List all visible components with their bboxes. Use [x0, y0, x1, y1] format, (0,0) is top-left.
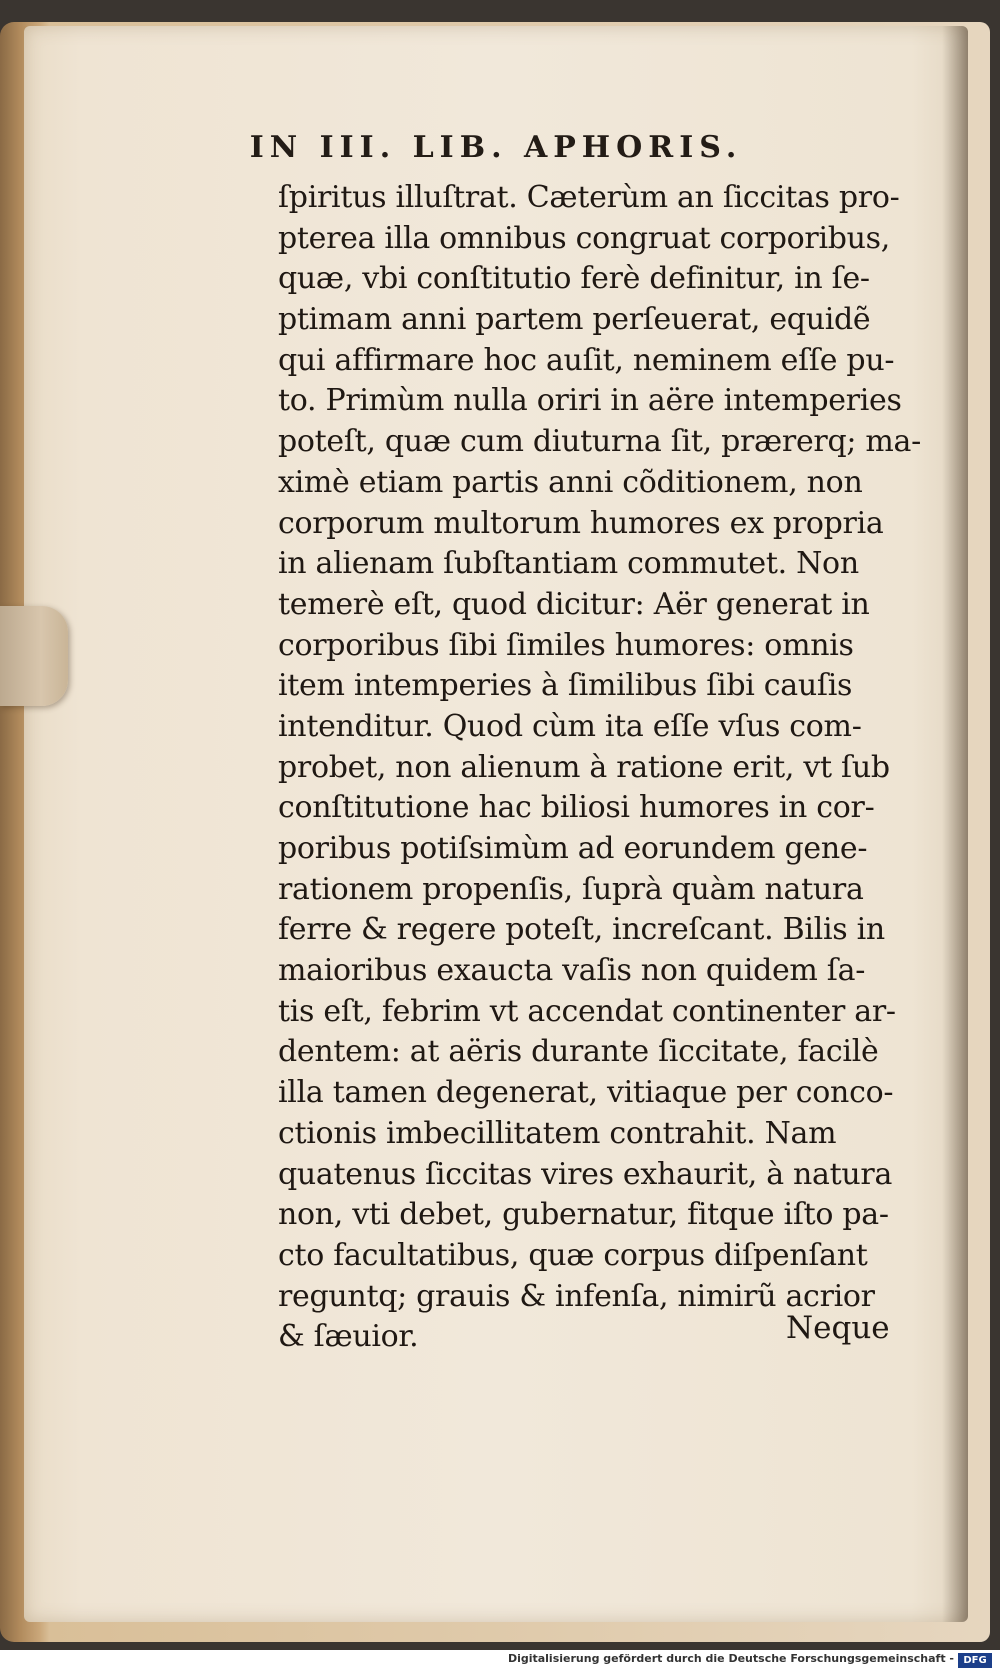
text-line: to. Primùm nulla oriri in aëre intemperies [278, 383, 902, 419]
text-line: ximè etiam partis anni cõditionem, non [278, 464, 863, 500]
dfg-logo: DFG [958, 1653, 992, 1668]
text-block [278, 178, 921, 1358]
text-line: in alienam ſubſtantiam commutet. Non [278, 546, 859, 582]
text-line: rationem propenſis, ſuprà quàm natura [278, 871, 864, 907]
bookmark-tab [0, 606, 68, 706]
text-line: qui affirmare hoc auſit, neminem eſſe pu- [278, 342, 895, 378]
book-page [24, 26, 968, 1622]
text-line: reguntq; grauis & infenſa, nimirũ acrior [278, 1278, 875, 1314]
text-line: poteſt, quæ cum diuturna ſit, prærerq; ma- [278, 424, 921, 460]
text-line: item intemperies à ſimilibus ſibi cauſis [278, 668, 853, 704]
text-line: conſtitutione hac biliosi humores in cor- [278, 790, 875, 826]
text-line: quæ, vbi conſtitutio ferè definitur, in ſe- [278, 261, 870, 297]
digitization-footer [0, 1650, 1000, 1672]
text-line: cto facultatibus, quæ corpus diſpenſant [278, 1237, 868, 1273]
footer-credit: Digitalisierung gefördert durch die Deutsche Forschungsgemeinschaft - [507, 1652, 954, 1665]
text-line: quatenus ſiccitas vires exhaurit, à natura [278, 1156, 893, 1192]
text-line: poribus potiſsimùm ad eorundem gene- [278, 831, 868, 866]
text-line: ptimam anni partem perſeuerat, equidẽ [278, 302, 871, 338]
text-line: pterea illa omnibus congruat corporibus, [278, 220, 891, 256]
catchword: Neque [786, 1310, 890, 1346]
text-line: dentem: at aëris durante ſiccitate, facilè [278, 1034, 879, 1070]
text-line: probet, non alienum à ratione erit, vt ſub [278, 749, 890, 785]
text-line: ſpiritus illuſtrat. Cæterùm an ſiccitas pro- [278, 180, 900, 215]
page-edge-shadow [942, 26, 968, 1622]
text-line: temerè eſt, quod dicitur: Aër generat in [278, 586, 870, 622]
text-line: intenditur. Quod cùm ita eſſe vſus com- [278, 708, 862, 744]
text-line: maioribus exaucta vaſis non quidem ſa- [278, 953, 866, 989]
text-line: non, vti debet, gubernatur, fitque iſto pa- [278, 1197, 889, 1233]
text-line: corporibus ſibi ſimiles humores: omnis [278, 627, 854, 663]
text-line: ctionis imbecillitatem contrahit. Nam [278, 1115, 837, 1151]
running-head: IN III. LIB. APHORIS. [249, 130, 743, 165]
text-line: tis eſt, febrim vt accendat continenter ar- [278, 993, 896, 1029]
text-line: & ſæuior. [278, 1319, 419, 1355]
text-line: illa tamen degenerat, vitiaque per conco- [278, 1075, 894, 1111]
text-line: ferre & regere poteſt, increſcant. Bilis in [278, 912, 885, 948]
text-line: corporum multorum humores ex propria [278, 505, 884, 541]
